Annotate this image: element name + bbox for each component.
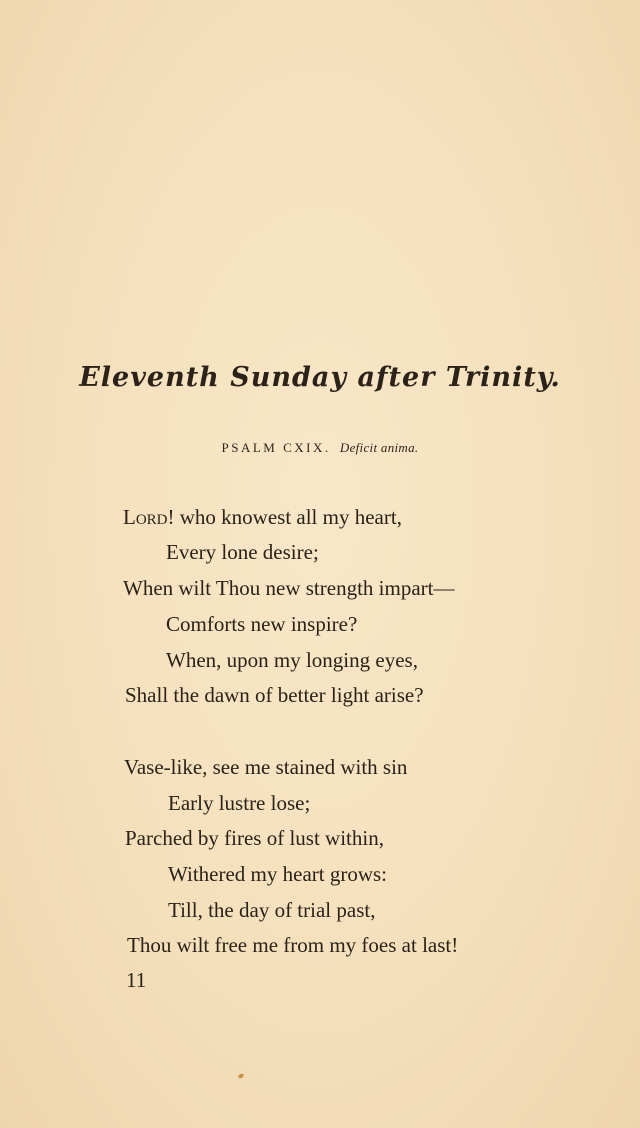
stanza1-line3: When wilt Thou new strength impart—	[123, 576, 455, 600]
stanza2-line3: Parched by fires of lust within,	[125, 826, 384, 850]
stanza1-line4: Comforts new inspire?	[166, 612, 358, 636]
stanza1-line1-smallcaps: Lord	[123, 505, 168, 529]
page-number: 11	[126, 968, 147, 992]
stanza1-line6: Shall the dawn of better light arise?	[125, 683, 424, 707]
stanza1-line1	[123, 505, 402, 530]
stanza2-line6: Thou wilt free me from my foes at last!	[127, 933, 459, 957]
stanza1-line5: When, upon my longing eyes,	[166, 648, 418, 672]
stanza2-line1: Vase-like, see me stained with sin	[124, 755, 408, 779]
stanza1-line2: Every lone desire;	[166, 540, 319, 564]
stanza2-line4: Withered my heart grows:	[168, 862, 388, 886]
psalm-reference	[0, 440, 640, 456]
stanza2-line2: Early lustre lose;	[168, 791, 311, 815]
stanza2-line5: Till, the day of trial past,	[168, 898, 376, 922]
psalm-incipit: Deficit anima.	[339, 440, 419, 455]
psalm-number: PSALM CXIX.	[221, 440, 331, 455]
page-title: Eleventh Sunday after Trinity.	[79, 362, 561, 393]
stanza1-line1-text: ! who knowest all my heart,	[167, 505, 402, 529]
paper-speck	[237, 1073, 244, 1079]
